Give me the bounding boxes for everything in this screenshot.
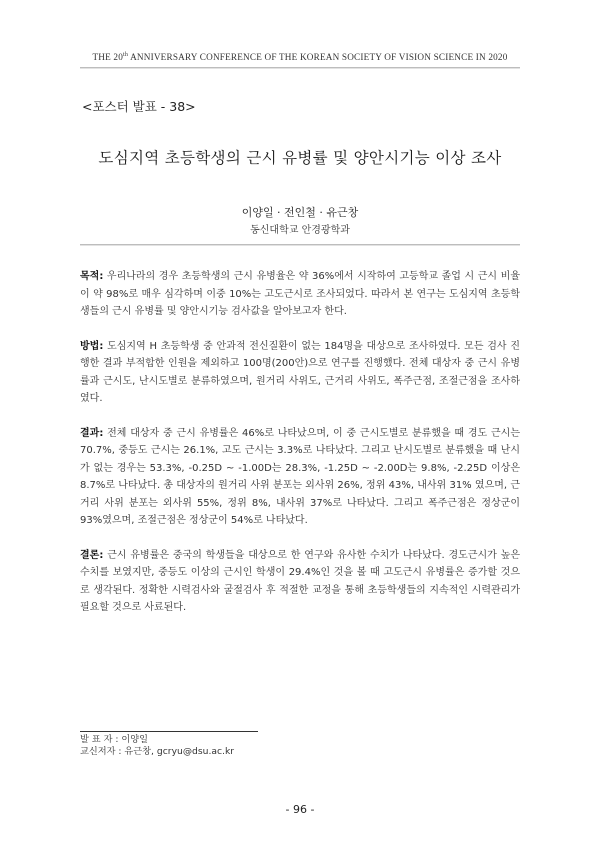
header-divider [80, 67, 520, 68]
footnote-divider [80, 731, 258, 732]
paper-title: 도심지역 초등학생의 근시 유병률 및 양안시기능 이상 조사 [98, 149, 502, 167]
title-divider [80, 244, 520, 245]
section-conclusion [80, 547, 520, 617]
section-heading: 목적: [80, 271, 104, 282]
header-pre: THE 20 [92, 52, 124, 63]
header-sup: th [123, 52, 129, 58]
section-text: 근시 유병률은 중국의 학생들을 대상으로 한 연구와 유사한 수치가 나타났다. 경도근시가 높은 수치를 보였지만, 중등도 이상의 근시인 학생이 29.4%인 것을 볼 때 고도근시 유병률은 증가할 것으로 생각된다. 정확한 시력검사와 굴절검사 후 적절한 교정을 통해 초등학생들의 지속적인 시력관리가 필요할 것으로 사료된다. [80, 549, 520, 613]
authors: 이양일 · 전인철 · 유근창 [241, 206, 359, 219]
section-text: 도심지역 H 초등학생 중 안과적 전신질환이 없는 184명을 대상으로 조사하였다. 모든 검사 진행한 결과 부적합한 인원을 제외하고 100명(200안)으로 연구를 진행했다. 전체 대상자 중 근시 유병률과 근시도, 난시도별로 분류하였으며, 원거리 사위도, 근거리 사위도, 폭주근점, 조절근점을 조사하였다. [80, 340, 520, 404]
section-method [80, 338, 520, 408]
section-text: 우리나라의 경우 초등학생의 근시 유병율은 약 36%에서 시작하여 고등학교 졸업 시 근시 비율이 약 98%로 매우 심각하며 이중 10%는 고도근시로 조사되었다. 따라서 본 연구는 도심지역 초등학생들의 근시 유병률 및 양안시기능 검사값을 알아보고자 한다. [80, 271, 520, 317]
section-purpose [80, 268, 520, 321]
section-result [80, 425, 520, 530]
presenter-note: 발 표 자 : 이양일 [80, 734, 149, 745]
abstract-body [80, 268, 520, 634]
conference-header [0, 52, 600, 62]
page-number: - 96 - [285, 803, 315, 816]
section-text: 전체 대상자 중 근시 유병률은 46%로 나타났으며, 이 중 근시도별로 분류했을 때 경도 근시는 70.7%, 중등도 근시는 26.1%, 고도 근시는 3.3%로 나타났다. 그리고 난시도별로 분류했을 때 난시가 없는 경우는 53.3%, -0.25D ~ -1.00D는 28.3%, -1.25D ~ -2.00D는 9.8%, -2.25D 이상은 8.7%로 나타났다. 총 대상자의 원거리 사위 분포는 외사위 26%, 정위 43%, 내사위 31% 였으며, 근거리 사위 분포는 외사위 55%, 정위 8%, 내사위 37%로 나타났다. 그리고 폭주근점은 정상군이 93%였으며, 조절근점은 정상군이 54%로 나타났다. [80, 427, 520, 526]
affiliation: 동신대학교 안경광학과 [250, 225, 350, 236]
section-label: <포스터 발표 - 38> [82, 99, 196, 114]
section-heading: 결론: [80, 549, 104, 561]
corresponding-author-note: 교신저자 : 유근창, gcryu@dsu.ac.kr [80, 746, 235, 757]
section-heading: 결과: [80, 427, 104, 439]
section-heading: 방법: [80, 340, 104, 352]
header-post: ANNIVERSARY CONFERENCE OF THE KOREAN SOCIETY OF VISION SCIENCE IN 2020 [128, 52, 508, 63]
footnotes [80, 734, 234, 758]
